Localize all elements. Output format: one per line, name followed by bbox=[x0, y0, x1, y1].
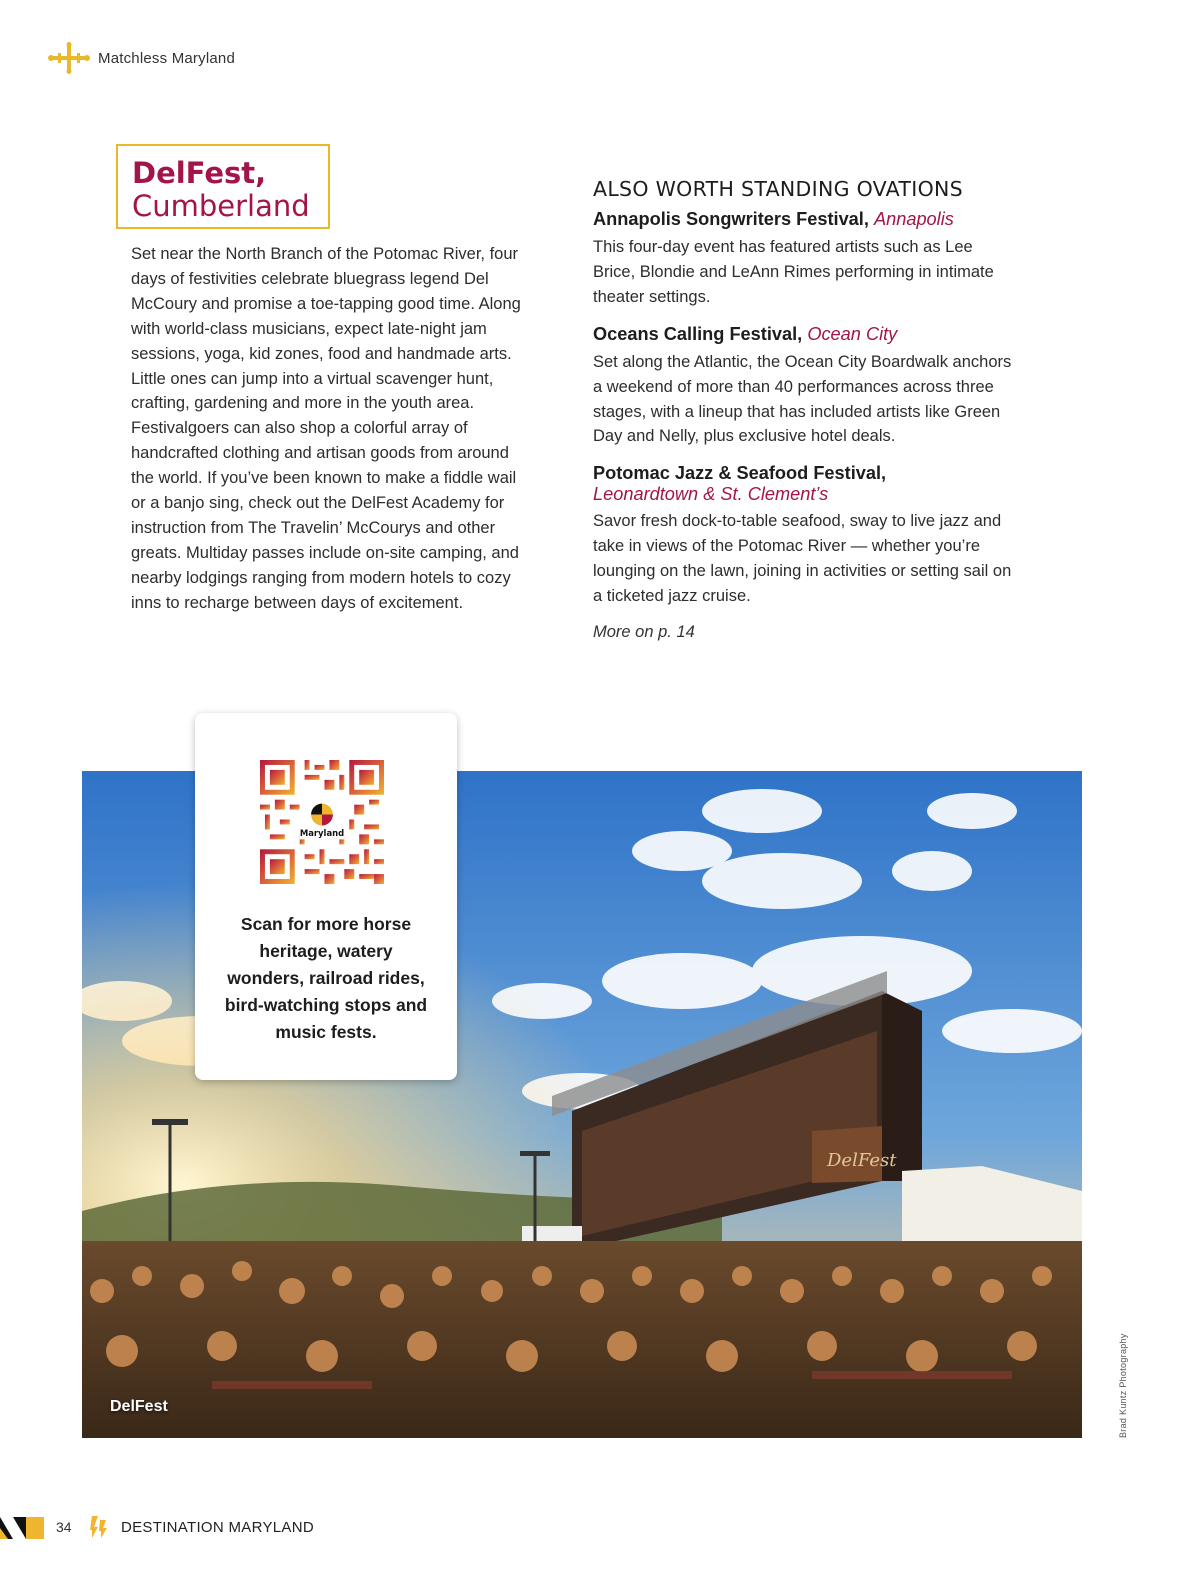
qr-code-icon[interactable] bbox=[260, 760, 384, 884]
also-heading: ALSO WORTH STANDING OVATIONS bbox=[593, 177, 963, 201]
maryland-cross-icon bbox=[48, 42, 90, 74]
event-name: Oceans Calling Festival, bbox=[593, 323, 803, 344]
publication-name: DESTINATION MARYLAND bbox=[121, 1519, 314, 1536]
feature-title-location: Cumberland bbox=[132, 189, 310, 223]
event-title bbox=[593, 323, 1013, 345]
event-item bbox=[593, 462, 1013, 609]
qr-brand-label: Maryland bbox=[299, 827, 345, 838]
event-description: Set along the Atlantic, the Ocean City Boardwalk anchors a weekend of more than 40 performances across three stages, with a lineup that has included artists like Green Day and Nelly, plus exclusive hotel deals. bbox=[593, 352, 1012, 446]
page-number: 34 bbox=[56, 1519, 72, 1535]
event-name: Potomac Jazz & Seafood Festival, bbox=[593, 463, 887, 484]
feature-title bbox=[132, 157, 328, 223]
more-link[interactable]: More on p. 14 bbox=[593, 622, 695, 641]
qr-card[interactable] bbox=[195, 713, 457, 1080]
event-location: Annapolis bbox=[873, 209, 954, 229]
page-header bbox=[48, 42, 235, 74]
page-footer bbox=[0, 1514, 400, 1540]
photo-caption: DelFest bbox=[110, 1398, 168, 1415]
event-description: This four-day event has featured artists such as Lee Brice, Blondie and LeAnn Rimes performing in intimate theater settings. bbox=[593, 238, 994, 306]
feature-title-name: DelFest, bbox=[132, 156, 267, 190]
event-item bbox=[593, 208, 1013, 310]
photo-credit: Brad Kuntz Photography bbox=[1118, 1333, 1128, 1438]
event-title bbox=[593, 208, 1013, 230]
section-title: Matchless Maryland bbox=[98, 49, 235, 67]
event-item bbox=[593, 323, 1013, 450]
event-title bbox=[593, 462, 1013, 504]
feature-body: Set near the North Branch of the Potomac River, four days of festivities celebrate bluegrass legend Del McCoury and promise a toe-tapping good time. Along with world-class musicians, expect late-night jam sessions, yoga, kid zones, food and handmade arts. Little ones can jump into a virtual scavenger hunt, crafting, gardening and more in the youth area. Festivalgoers can also shop a colorful array of handcrafted clothing and artisan goods from around the world. If you’ve been known to make a fiddle wail or a banjo sing, check out the DelFest Academy for instruction from The Travelin’ McCourys and other greats. Multiday passes include on-site camping, and nearby lodgings ranging from modern hotels to cozy inns to recharge between days of excitement. bbox=[131, 245, 521, 612]
maryland-flag-icon bbox=[0, 1517, 44, 1539]
event-location: Leonardtown & St. Clement’s bbox=[593, 484, 829, 505]
event-name: Annapolis Songwriters Festival, bbox=[593, 209, 869, 229]
stage-sign: DelFest bbox=[827, 1150, 897, 1171]
destination-maryland-logo-icon bbox=[90, 1516, 108, 1538]
feature-title-box bbox=[116, 144, 330, 229]
event-description: Savor fresh dock-to-table seafood, sway to live jazz and take in views of the Potomac River — whether you’re lounging on the lawn, joining in activities or setting sail on a ticketed jazz cruise. bbox=[593, 512, 1012, 606]
qr-card-text: Scan for more horse heritage, watery wonders, railroad rides, bird-watching stops and music fests. bbox=[224, 914, 428, 1042]
event-location: Ocean City bbox=[807, 323, 898, 344]
also-worth-section bbox=[593, 176, 1013, 642]
